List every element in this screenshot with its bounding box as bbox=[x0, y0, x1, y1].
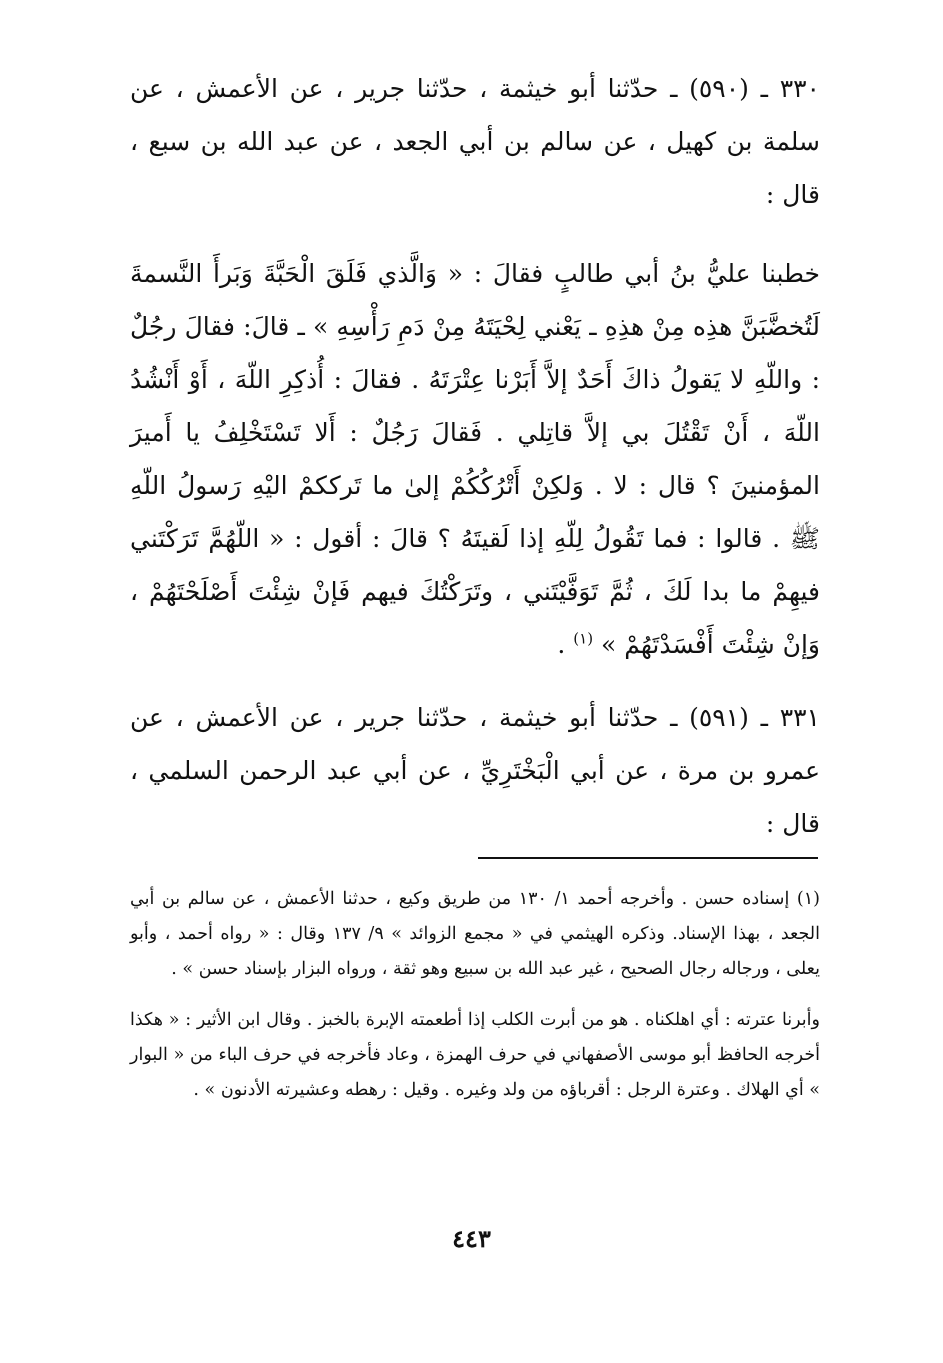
hadith-330-end-mark: . bbox=[557, 630, 574, 659]
footnote-marker: (١) bbox=[573, 629, 594, 648]
footnotes bbox=[130, 882, 820, 1108]
hadith-330-isnad: ٣٣٠ ـ (٥٩٠) ـ حدّثنا أبو خيثمة ، حدّثنا جرير ، عن الأعمش ، عن سلمة بن كهيل ، عن سالم بن أبي الجعد ، عن عبد الله بن سبع ، قال : bbox=[130, 74, 820, 209]
page-number: ٤٤٣ bbox=[452, 1224, 491, 1253]
footnote-divider bbox=[478, 857, 818, 859]
footnote-1: (١) إسناده حسن . وأخرجه أحمد ١/ ١٣٠ من طريق وكيع ، حدثنا الأعمش ، عن سالم بن أبي الجعد ، بهذا الإسناد. وذكره الهيثمي في « مجمع الزوائد » ٩/ ١٣٧ وقال : « رواه أحمد ، وأبو يعلى ، ورجاله رجال الصحيح ، غير عبد الله بن سبيع وهو ثقة ، ورواه البزار بإسناد حسن » . bbox=[130, 889, 820, 979]
footnote-glossary: وأبرنا عترته : أي اهلكناه . هو من أبرت الكلب إذا أطعمته الإبرة بالخبز . وقال ابن الأثير : « هكذا أخرجه الحافظ أبو موسى الأصفهاني في حرف الهمزة ، وعاد فأخرجه في حرف الباء من « البوار » أي الهلاك . وعترة الرجل : أقرباؤه من ولد وغيره . وقيل : رهطه وعشيرته الأدنون » . bbox=[130, 1010, 820, 1100]
main-text bbox=[130, 62, 820, 850]
hadith-330-text: خطبنا عليُّ بنُ أبي طالبٍ فقالَ : « وَالَّذي فَلَقَ الْحَبَّةَ وَبَرأَ النَّسمةَ لَتُخضَّبَنَّ هذِه مِنْ هذِهِ ـ يَعْني لِحْيَتَهُ مِنْ دَمِ رَأْسِهِ » ـ قالَ: فقالَ رجُلٌ : واللّهِ لا يَقولُ ذاكَ أَحَدٌ إلاَّ أَبَرْنا عِتْرَتَهُ . فقالَ : أُذكِرِ اللّهَ ، أَوْ أَنْشُدُ اللّهَ ، أَنْ تَقْتُلَ بي إلاَّ قاتِلي . فَقالَ رَجُلٌ : أَلا تَسْتَخْلِفُ يا أَميرَ المؤمنينَ ؟ قال : لا . وَلكِنْ أَتْرُكُكُمْ إلىٰ ما تَرككمْ اليْهِ رَسولُ اللّهِ ﷺ . قالوا : فما تَقُولُ لِلّهِ إذا لَقيتَهُ ؟ قالَ : أقول : « اللّهُمَّ تَرَكْتَني فيهِمْ ما بدا لَكَ ، ثُمَّ تَوَفَّيْتَني ، وتَرَكْتُكَ فيهم فَإنْ شِئْتَ أَصْلَحْتَهُمْ ، وَإنْ شِئْتَ أَفْسَدْتَهُمْ » bbox=[130, 259, 820, 659]
hadith-331-isnad: ٣٣١ ـ (٥٩١) ـ حدّثنا أبو خيثمة ، حدّثنا جرير ، عن الأعمش ، عن عمرو بن مرة ، عن أبي الْبَخْتَرِيِّ ، عن أبي عبد الرحمن السلمي ، قال : bbox=[130, 703, 820, 838]
hadith-330-matn bbox=[130, 247, 820, 671]
